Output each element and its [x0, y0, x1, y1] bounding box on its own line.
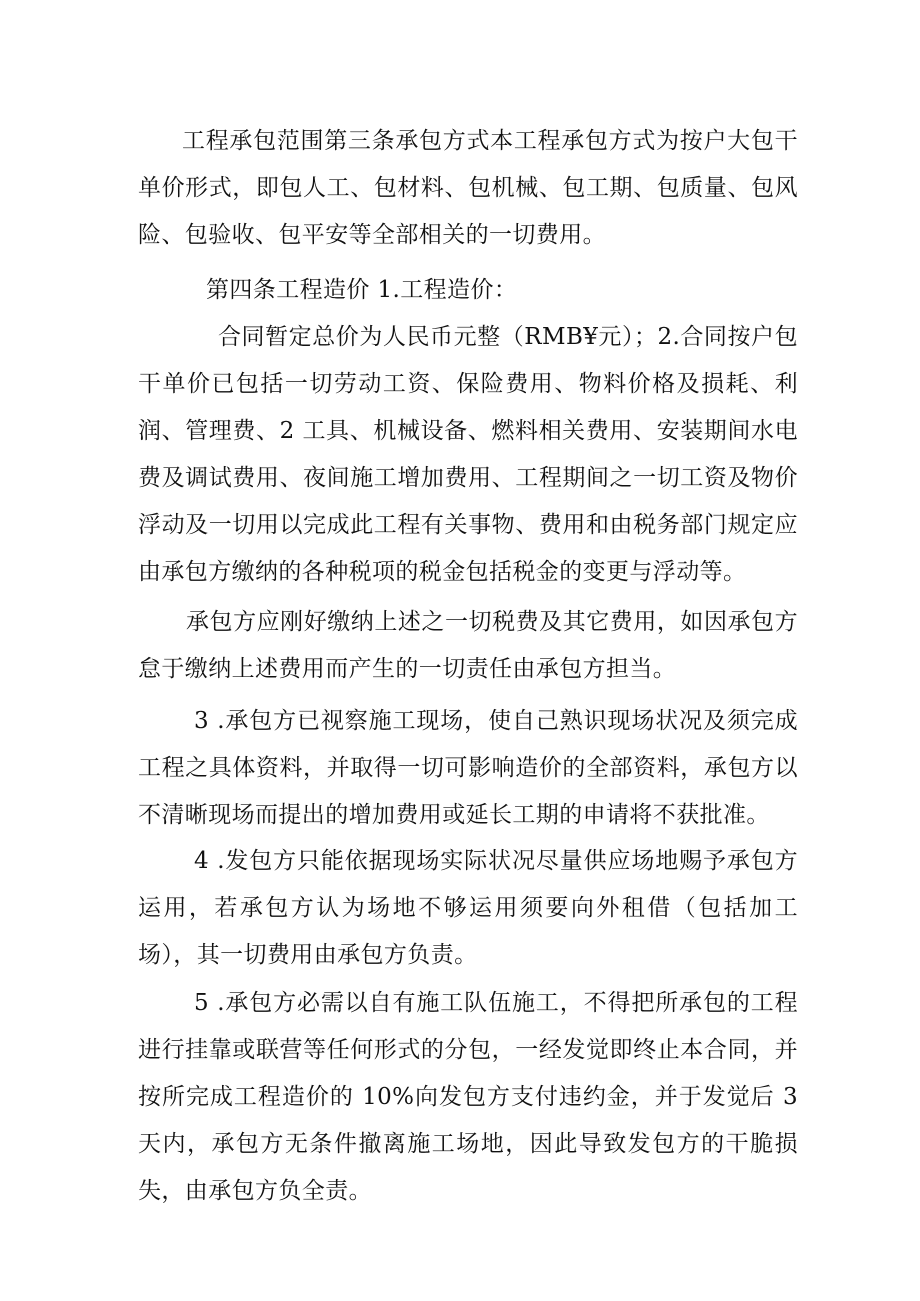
paragraph-contracting-method: 工程承包范围第三条承包方式本工程承包方式为按户大包干单价形式，即包人工、包材料、包机械、包工期、包质量、包风险、包验收、包平安等全部相关的一切费用。: [138, 128, 798, 248]
paragraph-article-four-heading: 第四条工程造价 1.工程造价：: [206, 277, 518, 303]
paragraph-site-inspection: 3 .承包方已视察施工现场，使自己熟识现场状况及须完成工程之具体资料，并取得一切可影响造价的全部资料，承包方以不清晰现场而提出的增加费用或延长工期的申请将不获批准。: [138, 708, 798, 828]
paragraph-tax-payment: 承包方应刚好缴纳上述之一切税费及其它费用，如因承包方怠于缴纳上述费用而产生的一切责任由承包方担当。: [138, 609, 798, 682]
paragraph-subcontracting: 5 .承包方必需以自有施工队伍施工，不得把所承包的工程进行挂靠或联营等任何形式的分包，一经发觉即终止本合同，并按所完成工程造价的 10%向发包方支付违约金，并于发觉后 3 天内，承包方无条件撤离施工场地，因此导致发包方的干脆损失，由承包方负全责。: [138, 990, 798, 1204]
paragraph-contract-price: 合同暂定总价为人民币元整（RMB¥元）；2.合同按户包干单价已包括一切劳动工资、保险费用、物料价格及损耗、利润、管理费、2 工具、机械设备、燃料相关费用、安装期间水电费及调试费用、夜间施工增加费用、工程期间之一切工资及物价浮动及一切用以完成此工程有关事物、费用和由税务部门规定应由承包方缴纳的各种税项的税金包括税金的变更与浮动等。: [138, 324, 798, 585]
paragraph-site-provision: 4 .发包方只能依据现场实际状况尽量供应场地赐予承包方运用，若承包方认为场地不够运用须要向外租借（包括加工场），其一切费用由承包方负责。: [138, 848, 798, 968]
